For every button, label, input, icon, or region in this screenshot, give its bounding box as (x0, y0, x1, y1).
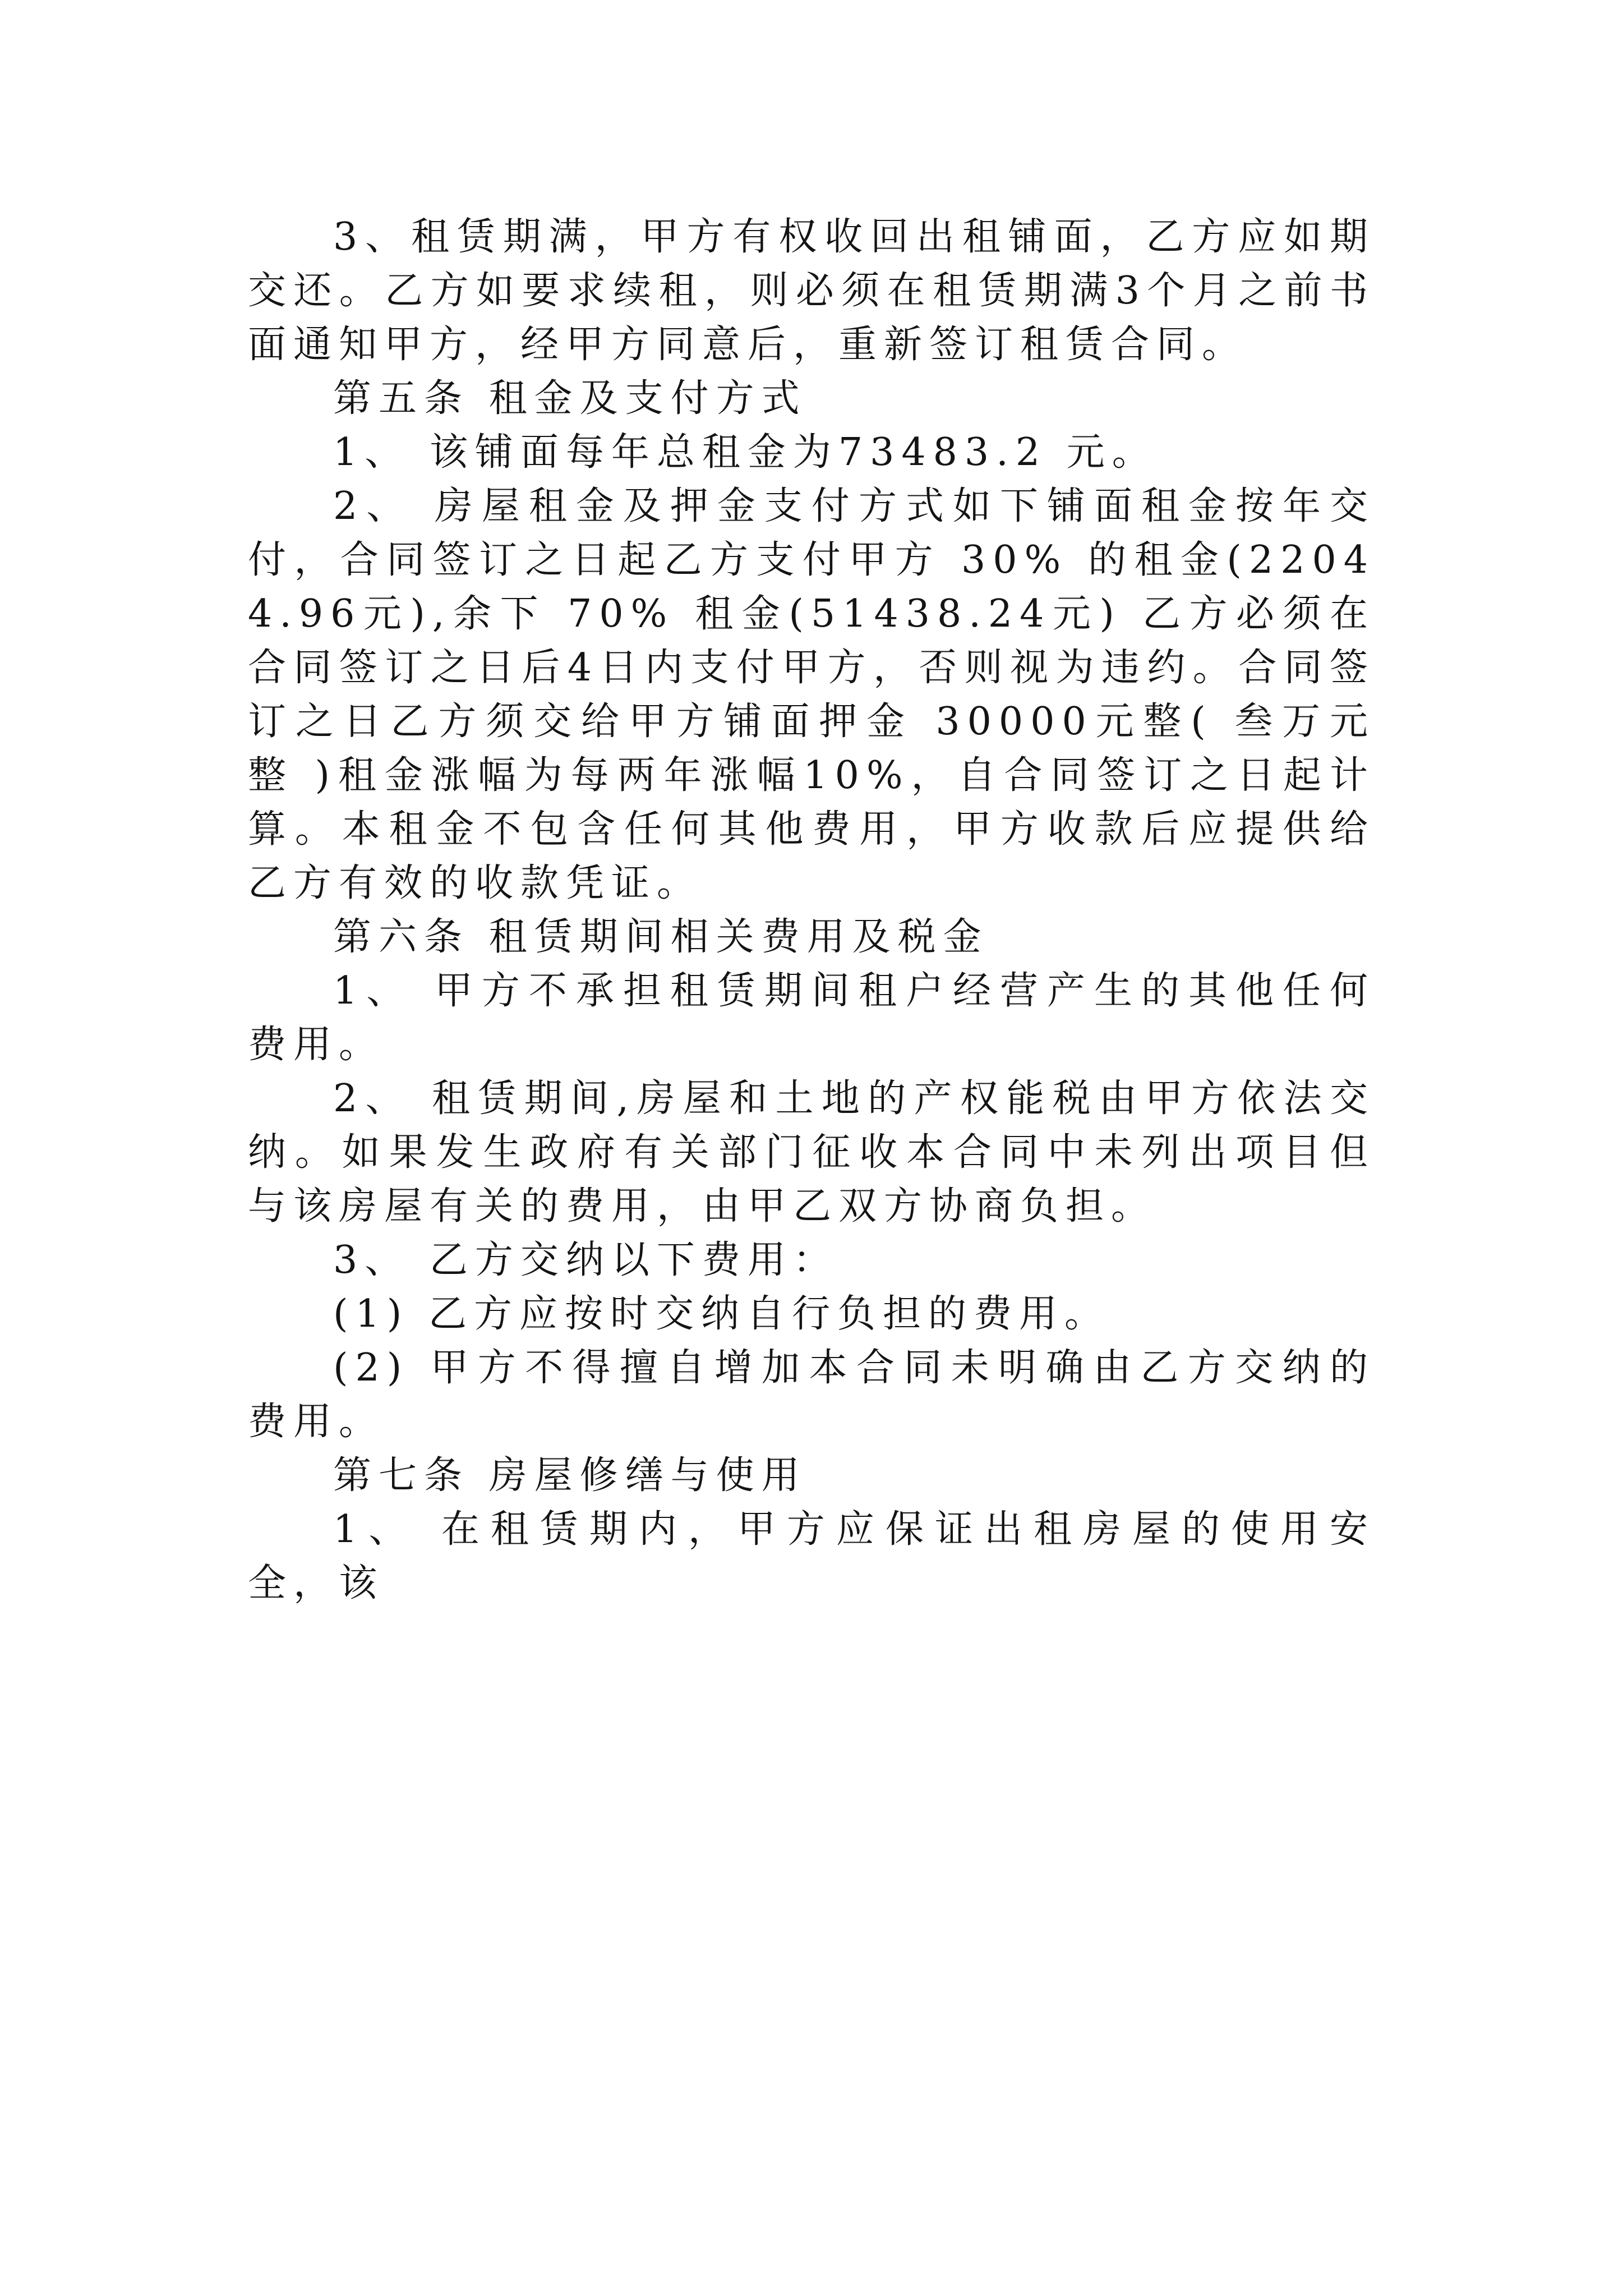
paragraph-annual-rent: 1、 该铺面每年总租金为73483.2 元。 (333, 430, 1158, 475)
article-7-heading: 第七条 房屋修缮与使用 (333, 1453, 807, 1498)
article-5-heading: 第五条 租金及支付方式 (333, 376, 807, 421)
article-6-heading: 第六条 租赁期间相关费用及税金 (333, 915, 989, 959)
paragraph-repair-safety: 1、 在租赁期内，甲方应保证出租房屋的使用安全，该 (248, 1507, 1375, 1605)
contract-body (248, 210, 1375, 1611)
paragraph-fee-item-1: (1) 乙方应按时交纳自行负担的费用。 (333, 1292, 1110, 1336)
paragraph-fee-item-2: (2) 甲方不得擅自增加本合同未明确由乙方交纳的费用。 (248, 1346, 1375, 1444)
paragraph-tenant-fees: 3、 乙方交纳以下费用： (333, 1238, 838, 1282)
paragraph-payment-method: 2、 房屋租金及押金支付方式如下铺面租金按年交付，合同签订之日起乙方支付甲方 30% 的租金(22044.96元),余下 70% 租金(51438.24元) 乙方必须在合同签订之日后4日内支付甲方，否则视为违约。合同签订之日乙方须交给甲方铺面押金 30000元整( 叁万元整 )租金涨幅为每两年涨幅10%，自合同签订之日起计算。本租金不包含任何其他费用，甲方收款后应提供给乙方有效的收款凭证。 (248, 484, 1375, 905)
paragraph-lease-expiry: 3、租赁期满，甲方有权收回出租铺面，乙方应如期交还。乙方如要求续租，则必须在租赁期满3个月之前书面通知甲方，经甲方同意后，重新签订租赁合同。 (248, 215, 1375, 367)
paragraph-taxes: 2、 租赁期间,房屋和土地的产权能税由甲方依法交纳。如果发生政府有关部门征收本合同中未列出项目但与该房屋有关的费用，由甲乙双方协商负担。 (248, 1076, 1375, 1228)
paragraph-landlord-costs: 1、 甲方不承担租赁期间租户经营产生的其他任何费用。 (248, 969, 1375, 1067)
